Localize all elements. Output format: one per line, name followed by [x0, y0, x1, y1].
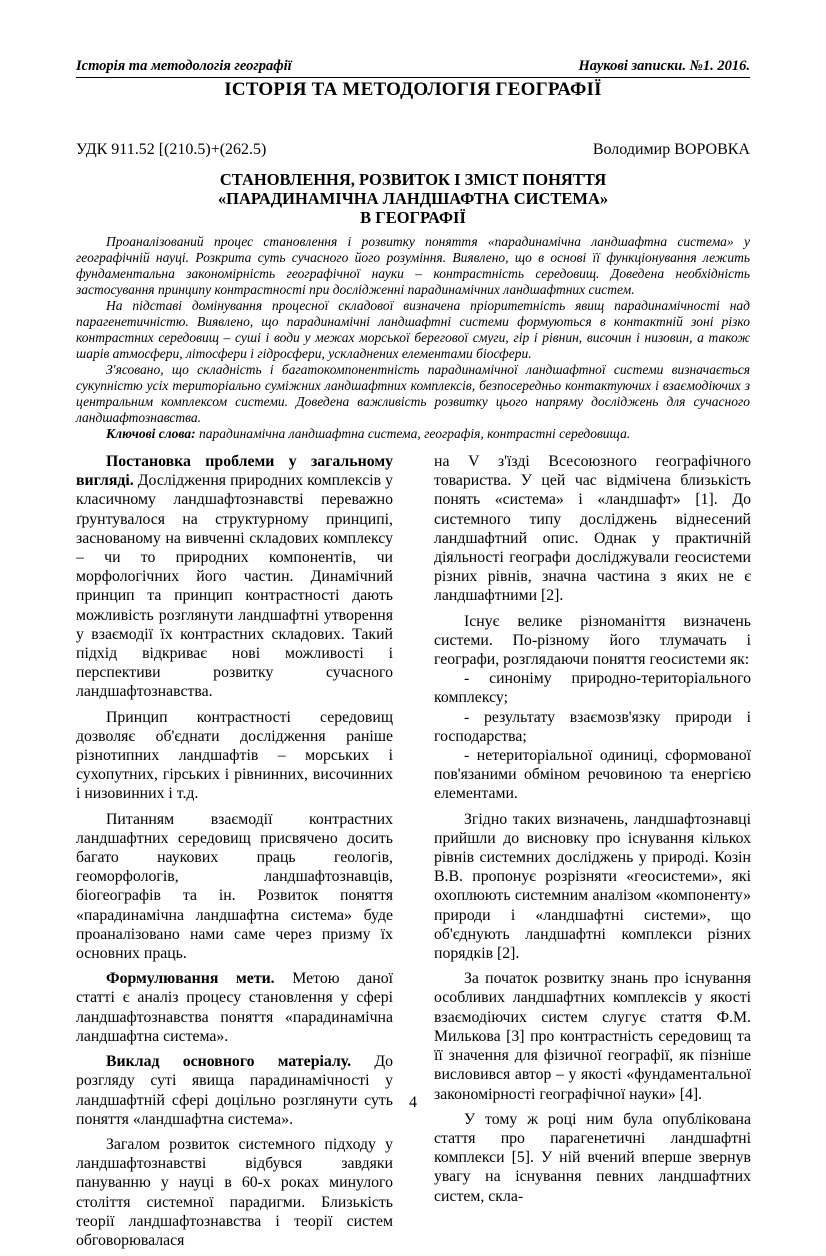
body-paragraph: У тому ж році ним була опублікована стаття про парагенетичні ландшафтні комплекси [5]. У ній вчений вперше звернув увагу на існування певних ландшафтних систем, скла-: [434, 1110, 751, 1205]
running-header: [76, 57, 750, 78]
paragraph-heading: Постановка проблеми у загальному вигляді.: [76, 453, 393, 490]
udc-code: УДК 911.52 [(210.5)+(262.5): [76, 141, 267, 158]
list-item: - результату взаємозв'язку природи і господарства;: [434, 708, 751, 745]
paragraph-text: Метою даної статті є аналіз процесу становлення у сфері ландшафтознавства поняття «парадинамічна ландшафтна система».: [76, 970, 393, 1045]
page-number: 4: [409, 1094, 417, 1111]
section-title: ІСТОРІЯ ТА МЕТОДОЛОГІЯ ГЕОГРАФІЇ: [224, 79, 602, 100]
keywords-text: парадинамічна ландшафтна система, географія, контрастні середовища.: [195, 426, 631, 441]
body-paragraph: Згідно таких визначень, ландшафтознавці прийшли до висновку про існування кількох рівнів системних досліджень у природі. Козін В.В. пропонує розрізняти «геосистеми», які охоплюють системним аналізом «компоненту» природи і «ландшафтні системи», що об'єднують ландшафтні комплекси різних порядків [2].: [434, 810, 751, 963]
article-title-line: СТАНОВЛЕННЯ, РОЗВИТОК І ЗМІСТ ПОНЯТТЯ: [219, 170, 607, 189]
abstract: [76, 234, 750, 442]
author-name: Володимир ВОРОВКА: [592, 141, 750, 158]
abstract-paragraph: На підставі домінування процесної складової визначена пріоритетність явищ парадинамічності над парагенетичністю. Виявлено, що парадинамічні ландшафтні системи формуються в контактній зоні різко контрастних середовищ – суші і води у межах морської берегової смуги, гір і рівнин, височин і низовин, а також шарів атмосфери, літосфери і гідросфери, ускладнених елементами біосфери.: [76, 298, 750, 361]
list-item: - синоніму природно-територіального комплексу;: [434, 670, 751, 707]
running-header-left: Історія та методологія географії: [76, 58, 292, 74]
article-title-line: В ГЕОГРАФІЇ: [360, 208, 466, 227]
keywords: [76, 426, 750, 442]
keywords-label: Ключові слова:: [106, 426, 196, 441]
running-header-right: Наукові записки. №1. 2016.: [578, 58, 750, 74]
body-paragraph: Питанням взаємодії контрастних ландшафтних середовищ присвячено досить багато наукових праць геологів, геоморфологів, ландшафтознавців, біогеографів та ін. Розвиток поняття «парадинамічна ландшафтна система» буде проаналізовано нами саме через призму їх основних праць.: [76, 810, 393, 963]
left-column: [76, 452, 393, 1256]
body-paragraph: Існує велике різноманіття визначень системи. По-різному його тлумачать і географи, розглядаючи поняття геосистеми як:: [434, 612, 751, 669]
abstract-paragraph: Проаналізований процес становлення і розвитку поняття «парадинамічна ландшафтна система» у географічній науці. Розкрита суть сучасного його розуміння. Виявлено, що в основі її функціонування лежить фундаментальна закономірність географічної науки – контрастність середовищ. Доведена необхідність застосування принципу контрастності при дослідженні парадинамічних ландшафтних систем.: [76, 234, 750, 297]
body-paragraph: на V з'їзді Всесоюзного географічного товариства. У цей час відмічена близькість понять «система» і «ландшафт» [1]. До системного типу досліджень віднесений ландшафтний опис. Однак у практичній діяльності географи досліджували геосистеми різних рівнів, значна частина з яких не є ландшафтними [2].: [434, 453, 751, 605]
article-title-line: «ПАРАДИНАМІЧНА ЛАНДШАФТНА СИСТЕМА»: [217, 189, 609, 208]
paragraph-heading: Виклад основного матеріалу.: [106, 1053, 352, 1071]
paragraph-text: До розгляду суті явища парадинамічності у ландшафтній сфері доцільно розглянути суть поняття «ландшафтна система».: [76, 1053, 394, 1128]
body-paragraph: [76, 969, 393, 1046]
abstract-paragraph: З'ясовано, що складність і багатокомпонентність парадинамічної ландшафтної системи визначається сукупністю усіх територіально суміжних ландшафтних комплексів, безпосередньо контактуючих і взаємодіючих з центральним комплексом системи. Доведена важливість розвитку цього напряму досліджень для сучасного ландшафтознавства.: [76, 362, 750, 425]
body-paragraph: Загалом розвиток системного підходу у ландшафтознавстві відбувся завдяки пануванню у науці в 60-х роках минулого століття системної парадигми. Близькість теорії ландшафтознавства і теорії систем обговорювалася: [76, 1135, 393, 1249]
body-paragraph: [76, 1052, 393, 1129]
body-paragraph: За початок розвитку знань про існування особливих ландшафтних комплексів у якості взаємодіючих систем слугує стаття Ф.М. Милькова [3] про контрастність середовищ та її значення для фізичної географії, як пізніше висловився автор – у якості «фундаментальної закономірності географічної науки» [4].: [434, 970, 751, 1103]
body-paragraph: Принцип контрастності середовищ дозволяє об'єднати дослідження раніше різнотипних ландшафтів – морських і сухопутних, гірських і рівнинних, височинних і низовинних і т.д.: [76, 708, 393, 803]
paragraph-text: Дослідження природних комплексів у класичному ландшафтознавстві переважно ґрунтувалося на структурному принципі, заснованому на вивченні складових комплексу – чи то природних компонентів, чи морфологічних його частин. Динамічний принцип та принцип контрастності дають можливість розглянути ландшафтні утворення у взаємодії їх контрастних складових. Такий підхід відкриває нові можливості і перспективи розвитку сучасного ландшафтознавства.: [76, 472, 393, 701]
body-paragraph: [76, 452, 393, 702]
article-title: [76, 170, 750, 227]
list-item: - нетериторіальної одиниці, сформованої пов'язаними обміном речовиною та енергією елементами.: [434, 747, 751, 803]
paragraph-heading: Формулювання мети.: [106, 970, 275, 988]
